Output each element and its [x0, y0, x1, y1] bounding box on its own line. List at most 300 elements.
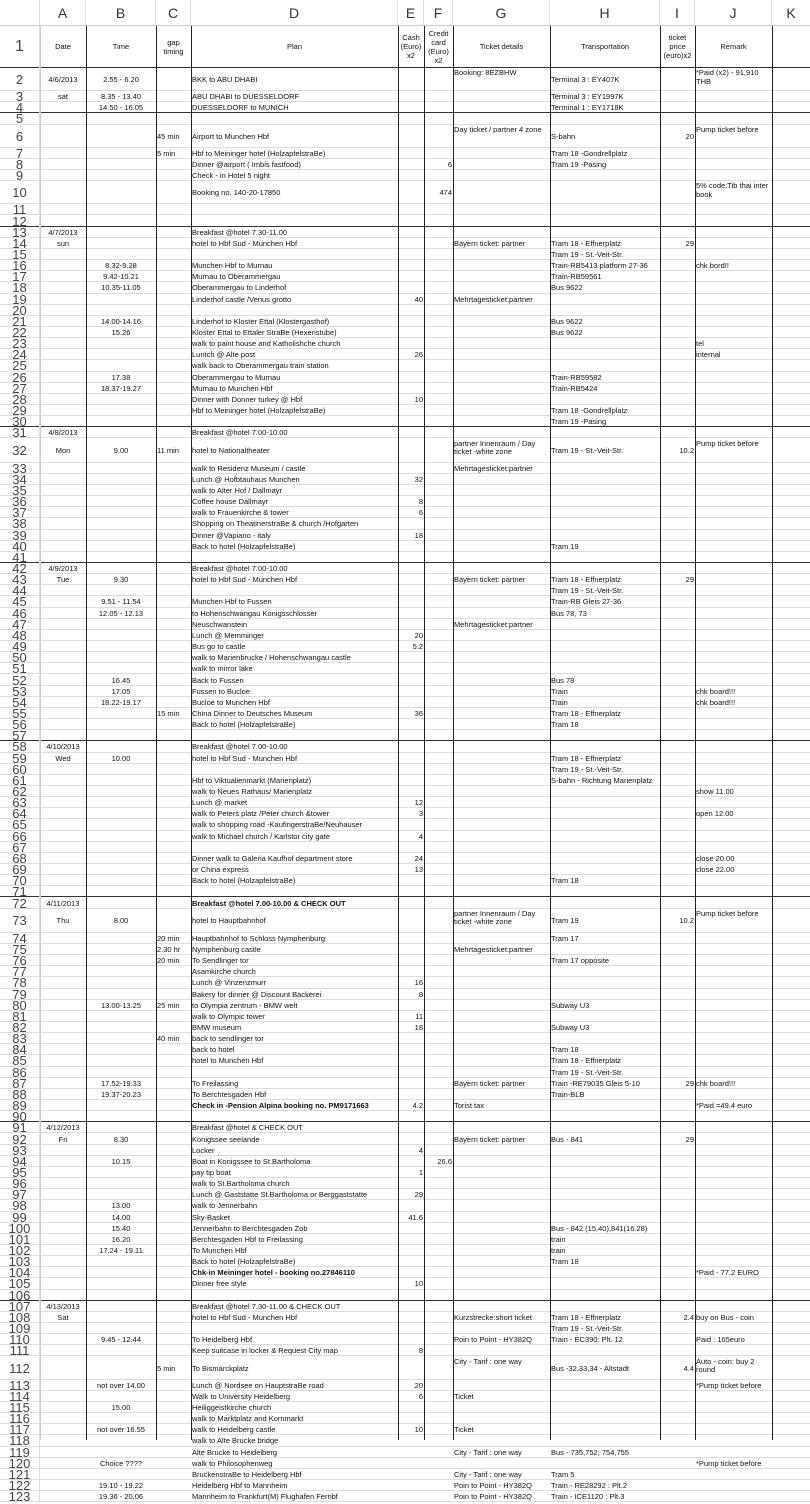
cell-e[interactable]: 32: [414, 474, 423, 484]
cell-d[interactable]: Breakfast @hotel 7.00-10.00: [192, 564, 288, 573]
cell-h[interactable]: Bus - 842 (15.40),841(16.28): [551, 1223, 648, 1233]
cell-a[interactable]: 4/6/2013: [48, 75, 78, 84]
row-number[interactable]: 85: [0, 1055, 40, 1066]
cell-j[interactable]: chk board!!!: [696, 1078, 736, 1088]
cell-d[interactable]: Neuschwanstein: [192, 619, 248, 629]
row-number[interactable]: 11: [0, 204, 40, 215]
cell-e[interactable]: 11: [415, 1011, 423, 1021]
cell-d[interactable]: Breakfast @hotel 7.00-10.00 & CHECK OUT: [192, 898, 346, 908]
cell-d[interactable]: hotel to Hbf Sud - Munchen Hbf: [192, 753, 298, 763]
row-number[interactable]: 41: [0, 552, 40, 563]
cell-d[interactable]: hotel to Nationaltheater: [192, 445, 270, 455]
cell-j[interactable]: *Paid =49.4 euro: [696, 1101, 753, 1111]
cell-d[interactable]: Hbf to Meininger hotel (HolzapfelstraBe): [192, 406, 326, 416]
cell-d[interactable]: Bus go to castle: [192, 642, 246, 652]
row-number[interactable]: 110: [0, 1334, 40, 1345]
cell-d[interactable]: Dinner free style: [192, 1279, 247, 1289]
row-number[interactable]: 79: [0, 989, 40, 1000]
cell-h[interactable]: Bus 9622: [551, 283, 583, 293]
cell-h[interactable]: Bus 78, 73: [551, 608, 587, 618]
cell-d[interactable]: walk to Marienbrucke / Hohenschwangau castle: [192, 653, 351, 663]
cell-a[interactable]: sat: [57, 92, 68, 102]
row-number[interactable]: 113: [0, 1380, 40, 1391]
cell-h[interactable]: Tram 19 - St.-Veit-Str.: [551, 249, 624, 259]
row-number[interactable]: 78: [0, 977, 40, 988]
cell-d[interactable]: Check - in Hotel 5 night: [192, 171, 270, 181]
row-number[interactable]: 64: [0, 808, 40, 819]
cell-g[interactable]: Poin to Point - HY382Q: [454, 1335, 532, 1345]
cell-d[interactable]: BMW museum: [192, 1023, 242, 1032]
cell-c[interactable]: 20 min: [157, 933, 180, 943]
row-number[interactable]: 44: [0, 585, 40, 596]
row-number[interactable]: 95: [0, 1167, 40, 1178]
cell-b[interactable]: 15.40: [111, 1223, 131, 1233]
cell-h[interactable]: S-bahn - Richtung Marienplatz: [551, 775, 653, 785]
cell-h[interactable]: Train-RB59582: [551, 372, 602, 382]
cell-e[interactable]: 41.6: [408, 1212, 423, 1222]
cell-g[interactable]: Bayern ticket: partner: [454, 1134, 526, 1144]
cell-e[interactable]: 36: [414, 708, 423, 718]
cell-d[interactable]: Back to hotel (HolzapfelstraBe): [192, 1257, 296, 1267]
header-remark[interactable]: Remark: [720, 42, 747, 51]
cell-e[interactable]: 26: [414, 350, 423, 360]
cell-j[interactable]: close 20.00: [696, 853, 735, 863]
cell-d[interactable]: Back to hotel (HolzapfelstraBe): [192, 876, 296, 886]
row-number[interactable]: 62: [0, 786, 40, 797]
row-number[interactable]: 39: [0, 530, 40, 541]
row-number[interactable]: 90: [0, 1111, 40, 1122]
cell-d[interactable]: Munchen Hbf to Murnau: [192, 261, 273, 271]
row-number[interactable]: 106: [0, 1290, 40, 1301]
cell-d[interactable]: Asamkirche church: [192, 967, 256, 977]
row-number[interactable]: 67: [0, 842, 40, 853]
cell-j[interactable]: chk board!!!: [696, 686, 736, 696]
cell-b[interactable]: 12.05 - 12.13: [98, 608, 144, 618]
cell-h[interactable]: Tram 18: [551, 876, 579, 886]
col-header-h[interactable]: H: [550, 0, 660, 26]
col-header-g[interactable]: G: [453, 0, 550, 26]
cell-d[interactable]: Lunch @ Hofbtauhaus Munchen: [192, 474, 300, 484]
cell-h[interactable]: Tram 19 - St.-Veit-Str.: [551, 764, 624, 774]
cell-d[interactable]: Coffee house Dallmayr: [192, 497, 269, 507]
cell-b[interactable]: 17.24 - 19.11: [99, 1246, 143, 1255]
row-number[interactable]: 29: [0, 405, 40, 416]
cell-b[interactable]: 16.20: [111, 1234, 131, 1244]
row-number[interactable]: 120: [0, 1458, 40, 1469]
row-number[interactable]: 61: [0, 775, 40, 786]
cell-j[interactable]: Pump ticket before: [696, 438, 759, 448]
cell-d[interactable]: To Berchtesgaden Hbf: [192, 1089, 267, 1099]
cell-g[interactable]: Day ticket / partner 4 zone: [454, 124, 542, 134]
cell-d[interactable]: walk to Marktplatz and Kornmarkt: [192, 1414, 304, 1424]
cell-a[interactable]: Sat: [57, 1312, 69, 1322]
cell-c[interactable]: 5 min: [157, 1363, 176, 1373]
col-header-j[interactable]: J: [695, 0, 772, 26]
row-number[interactable]: 38: [0, 518, 40, 529]
row-number[interactable]: 76: [0, 955, 40, 966]
cell-b[interactable]: 19.10 - 19.22: [98, 1481, 144, 1490]
cell-e[interactable]: 18: [414, 530, 423, 540]
row-number[interactable]: 9: [0, 170, 40, 181]
row-number[interactable]: 123: [0, 1491, 40, 1502]
cell-b[interactable]: 14.00-14.16: [100, 316, 142, 326]
cell-g[interactable]: City - Tarif : one way: [454, 1447, 522, 1457]
cell-d[interactable]: walk to Frauenkirche & tower: [192, 508, 289, 518]
cell-b[interactable]: 14.50 - 16.05: [98, 103, 144, 113]
cell-b[interactable]: 18.22-19.17: [100, 697, 142, 707]
cell-e[interactable]: 4: [418, 831, 423, 841]
row-number[interactable]: 100: [0, 1223, 40, 1234]
header-card[interactable]: Credit card (Euro) x2: [428, 28, 449, 65]
cell-h[interactable]: Train - RE28292 : Plt.2: [551, 1481, 628, 1490]
cell-c[interactable]: 2.30 hr: [157, 944, 181, 954]
cell-d[interactable]: walk to Peters platz /Peter church &tower: [192, 809, 330, 819]
cell-h[interactable]: Train-BLB: [551, 1089, 585, 1099]
row-number[interactable]: 57: [0, 730, 40, 741]
cell-d[interactable]: Breakfast @hotel 7.30-11.00: [192, 227, 288, 237]
cell-b[interactable]: 9.51 - 11.54: [101, 597, 141, 607]
cell-g[interactable]: partner Innenraum / Day ticket -white zone: [454, 908, 536, 927]
cell-d[interactable]: Hauptbahnhof to Schloss Nymphenburg: [192, 933, 326, 943]
cell-d[interactable]: walk to St.Bartholoma church: [192, 1179, 290, 1189]
header-cash[interactable]: Cash (Euro) x2: [400, 33, 422, 60]
header-ticket[interactable]: Ticket details: [479, 42, 524, 51]
cell-j[interactable]: Pump ticket before: [696, 908, 759, 918]
col-header-d[interactable]: D: [191, 0, 398, 26]
cell-h[interactable]: Tram 18: [551, 1045, 579, 1055]
cell-h[interactable]: Train -RE79035 Gleis 5-10: [551, 1078, 640, 1088]
cell-c[interactable]: 40 min: [157, 1034, 180, 1044]
cell-j[interactable]: *Paid (x2) - 91,910 THB: [696, 68, 759, 86]
cell-d[interactable]: Back to Fussen: [192, 675, 244, 685]
cell-a[interactable]: Tue: [56, 575, 70, 585]
cell-g[interactable]: Ticket: [454, 1391, 474, 1401]
row-number[interactable]: 66: [0, 831, 40, 842]
cell-a[interactable]: 4/13/2013: [46, 1301, 80, 1311]
row-number[interactable]: 27: [0, 383, 40, 394]
cell-j[interactable]: tel: [696, 339, 704, 349]
cell-g[interactable]: Torist tax: [454, 1101, 485, 1111]
cell-d[interactable]: walk to Jennerbahn: [192, 1201, 258, 1211]
cell-h[interactable]: Tram 18 - Effnerplatz: [551, 1312, 622, 1322]
cell-d[interactable]: Oberammergau to Murnau: [192, 372, 281, 382]
row-number[interactable]: 58: [0, 741, 40, 752]
row-number[interactable]: 116: [0, 1413, 40, 1424]
row-number[interactable]: 83: [0, 1033, 40, 1044]
row-number[interactable]: 47: [0, 619, 40, 630]
row-number[interactable]: 49: [0, 641, 40, 652]
cell-e[interactable]: 4: [418, 1145, 423, 1155]
cell-d[interactable]: back to sendlinger tor: [192, 1034, 264, 1044]
cell-e[interactable]: 20: [414, 630, 423, 640]
cell-e[interactable]: 24: [414, 853, 423, 863]
row-number[interactable]: 70: [0, 875, 40, 886]
row-number[interactable]: 50: [0, 652, 40, 663]
row-number[interactable]: 114: [0, 1391, 40, 1402]
cell-h[interactable]: Train: [551, 697, 568, 707]
cell-e[interactable]: 20: [414, 1380, 423, 1390]
cell-c[interactable]: 15 min: [157, 708, 180, 718]
row-number[interactable]: 51: [0, 663, 40, 674]
cell-h[interactable]: Train: [551, 686, 568, 696]
cell-d[interactable]: to Olympia zentrum - BMW welt: [192, 1000, 298, 1010]
cell-d[interactable]: Luntch @ Alte post: [192, 350, 256, 360]
cell-d[interactable]: Lunch @ Gaststatte St.Bartholoma or Berggaststatte: [192, 1190, 368, 1200]
cell-f[interactable]: 474: [439, 188, 452, 198]
row-number[interactable]: 25: [0, 360, 40, 371]
row-number[interactable]: 30: [0, 416, 40, 427]
cell-i[interactable]: 29: [685, 238, 694, 248]
cell-h[interactable]: Bus - 735,752, 754,755: [551, 1447, 629, 1457]
cell-a[interactable]: sun: [56, 238, 70, 248]
cell-i[interactable]: 10.2: [679, 445, 694, 455]
cell-d[interactable]: Shopping on TheatinerstraBe & church /Hofgarten: [192, 519, 359, 529]
cell-d[interactable]: to Hohenschwangau Konigsschlosser: [192, 608, 318, 618]
cell-d[interactable]: walk to Heidelberg castle: [192, 1425, 276, 1435]
row-number[interactable]: 86: [0, 1067, 40, 1078]
row-number[interactable]: 37: [0, 507, 40, 518]
cell-h[interactable]: Tram 19 - St.-Veit-Str.: [551, 1324, 624, 1334]
row-number[interactable]: 55: [0, 708, 40, 719]
cell-j[interactable]: 5% code:Tib thai inter book: [696, 181, 769, 199]
row-number[interactable]: 1: [0, 26, 40, 68]
cell-h[interactable]: Tram 18 - Effnerplatz: [551, 1056, 622, 1066]
cell-d[interactable]: Back to hotel (HolzapfelstraBe): [192, 541, 296, 551]
cell-a[interactable]: Thu: [56, 915, 70, 925]
cell-i[interactable]: 29: [685, 575, 694, 585]
cell-h[interactable]: Bus 9622: [551, 328, 583, 337]
cell-e[interactable]: 18: [414, 1023, 423, 1032]
cell-d[interactable]: hotel to Munchen Hbf: [192, 1056, 264, 1066]
cell-d[interactable]: Booking no. 140-20-17850: [192, 188, 281, 198]
cell-i[interactable]: 20: [685, 131, 694, 141]
cell-b[interactable]: 19.37-20.23: [100, 1089, 142, 1099]
cell-a[interactable]: 4/10/2013: [46, 742, 80, 752]
cell-j[interactable]: *Paid - 77.2 EURO: [696, 1268, 759, 1278]
cell-d[interactable]: To Freilassing: [192, 1078, 239, 1088]
row-number[interactable]: 24: [0, 349, 40, 360]
cell-j[interactable]: show 11.00: [696, 787, 734, 796]
row-number[interactable]: 103: [0, 1256, 40, 1267]
row-number[interactable]: 21: [0, 316, 40, 327]
row-number[interactable]: 74: [0, 933, 40, 944]
row-number[interactable]: 102: [0, 1245, 40, 1256]
row-number[interactable]: 15: [0, 249, 40, 260]
row-number[interactable]: 65: [0, 819, 40, 830]
cell-a[interactable]: 4/8/2013: [48, 428, 78, 438]
cell-b[interactable]: not over 16.55: [97, 1425, 145, 1435]
cell-d[interactable]: walk to Residenz Museum / castle: [192, 463, 306, 473]
cell-h[interactable]: Bus - 841: [551, 1134, 584, 1144]
row-number[interactable]: 118: [0, 1435, 40, 1446]
cell-d[interactable]: To Sendlinger tor: [192, 956, 249, 966]
cell-d[interactable]: Breakfast @hotel 7.30-11.00 & CHECK OUT: [192, 1301, 341, 1311]
cell-g[interactable]: Kurzstrecke:short ticket: [454, 1312, 532, 1322]
cell-e[interactable]: 8: [418, 497, 423, 507]
col-header-b[interactable]: B: [86, 0, 156, 26]
cell-j[interactable]: close 22.00: [696, 865, 735, 875]
row-number[interactable]: 94: [0, 1156, 40, 1167]
cell-h[interactable]: Tram 18 -Gondrellplatz: [551, 148, 628, 158]
cell-d[interactable]: Linderhof to Kloster Ettal (Klostergasthof): [192, 316, 330, 326]
cell-b[interactable]: 9.45 - 12.44: [100, 1335, 142, 1345]
cell-h[interactable]: Bus -32,33,34 - Altstadt: [551, 1363, 629, 1373]
cell-e[interactable]: 16: [414, 978, 423, 988]
cell-b[interactable]: 10.00: [111, 753, 131, 763]
cell-b[interactable]: 2.55 - 6.20: [103, 75, 139, 84]
cell-d[interactable]: BKK to ABU DHABI: [192, 75, 258, 84]
header-transport[interactable]: Transportation: [580, 42, 630, 51]
cell-h[interactable]: Tram 19: [551, 915, 579, 925]
select-all-corner[interactable]: [0, 0, 40, 26]
cell-g[interactable]: Mehrtagesticket:partner: [454, 944, 533, 954]
cell-b[interactable]: 14.00: [111, 1212, 131, 1222]
row-number[interactable]: 73: [0, 909, 40, 933]
row-number[interactable]: 101: [0, 1234, 40, 1245]
col-header-i[interactable]: I: [660, 0, 695, 26]
cell-b[interactable]: 8.35 - 13.40: [100, 92, 142, 102]
cell-d[interactable]: Dinner @airport ( Imbis fastfood): [192, 159, 301, 169]
row-number[interactable]: 82: [0, 1022, 40, 1033]
cell-g[interactable]: Bayern ticket: partner: [454, 575, 526, 585]
cell-d[interactable]: To Heidelberg Hbf: [192, 1335, 253, 1345]
row-number[interactable]: 18: [0, 282, 40, 293]
cell-b[interactable]: not over 14.00: [97, 1380, 145, 1390]
row-number[interactable]: 5: [0, 113, 40, 124]
cell-b[interactable]: 10.35-11.05: [101, 283, 141, 293]
cell-a[interactable]: 4/12/2013: [46, 1123, 80, 1133]
cell-b[interactable]: 17.52-19.33: [100, 1078, 142, 1088]
row-number[interactable]: 109: [0, 1323, 40, 1334]
cell-b[interactable]: 13.00-13.25: [100, 1000, 142, 1010]
cell-b[interactable]: 9.42-10.21: [103, 272, 139, 282]
header-plan[interactable]: Plan: [286, 42, 302, 51]
cell-j[interactable]: Pump ticket before: [696, 124, 759, 134]
cell-h[interactable]: Tram 18: [551, 720, 579, 730]
cell-g[interactable]: Poin to Point - HY382Q: [454, 1492, 532, 1502]
cell-d[interactable]: Jennerbahn to Berchtesgaden Zob: [192, 1223, 308, 1233]
cell-d[interactable]: Berchtesgaden Hbf to Freilassing: [192, 1234, 303, 1244]
row-number[interactable]: 111: [0, 1345, 40, 1356]
cell-d[interactable]: Airport to Munchen Hbf: [192, 131, 270, 141]
row-number[interactable]: 22: [0, 327, 40, 338]
cell-d[interactable]: Lunch @ Nordsee on HauptstraBe road: [192, 1380, 324, 1390]
cell-e[interactable]: 4.2: [412, 1101, 423, 1111]
cell-b[interactable]: 17.38: [111, 372, 131, 382]
cell-e[interactable]: 13: [414, 865, 423, 875]
row-number[interactable]: 32: [0, 439, 40, 463]
cell-h[interactable]: Train-RB5413 platform 27-36: [551, 261, 648, 271]
cell-d[interactable]: Hbf to Viktualienmarkt (Marienplatz): [192, 775, 312, 785]
cell-g[interactable]: Mehrtagesticket:partner: [454, 619, 533, 629]
cell-h[interactable]: Tram 18 - Effnerplatz: [551, 708, 622, 718]
cell-d[interactable]: Lunch @ market: [192, 798, 248, 808]
cell-h[interactable]: Tram 5: [551, 1469, 575, 1479]
cell-h[interactable]: Train - EC390: Plt. 12: [551, 1335, 623, 1345]
row-number[interactable]: 13: [0, 227, 40, 238]
cell-g[interactable]: Bayern ticket: partner: [454, 238, 526, 248]
cell-g[interactable]: City - Tarif : one way: [454, 1469, 522, 1479]
cell-d[interactable]: Dinner with Donner turkey @ Hbf: [192, 394, 303, 404]
cell-d[interactable]: hotel to Hbf Sud - Munchen Hbf: [192, 575, 298, 585]
cell-h[interactable]: Tram 18 - Effnerplatz: [551, 238, 622, 248]
cell-c[interactable]: 25 min: [157, 1000, 180, 1010]
cell-a[interactable]: Mon: [55, 445, 71, 455]
row-number[interactable]: 97: [0, 1189, 40, 1200]
row-number[interactable]: 75: [0, 944, 40, 955]
cell-h[interactable]: Tram 18 - Effnerplatz: [551, 753, 622, 763]
cell-g[interactable]: Poin to Point - HY382Q: [454, 1481, 532, 1490]
cell-e[interactable]: 10: [414, 394, 423, 404]
cell-j[interactable]: internal: [696, 350, 721, 360]
cell-c[interactable]: 45 min: [157, 131, 180, 141]
cell-b[interactable]: 19.36 - 20.06: [98, 1492, 144, 1502]
cell-d[interactable]: walk to mirror lake: [192, 664, 253, 674]
cell-d[interactable]: or China express: [192, 865, 249, 875]
cell-j[interactable]: *Pump ticket before: [696, 1458, 762, 1468]
cell-h[interactable]: Tram 19 -Pasing: [551, 417, 607, 427]
cell-d[interactable]: walk to Alte Brucke bridge: [192, 1436, 279, 1446]
row-number[interactable]: 54: [0, 697, 40, 708]
cell-d[interactable]: Boat in Konigssee to St.Bartholoma: [192, 1156, 311, 1166]
col-header-f[interactable]: F: [424, 0, 453, 26]
row-number[interactable]: 23: [0, 338, 40, 349]
cell-g[interactable]: partner Innenraum / Day ticket -white zone: [454, 438, 536, 456]
row-number[interactable]: 34: [0, 474, 40, 485]
cell-h[interactable]: Bus 9622: [551, 316, 583, 326]
cell-d[interactable]: pay tip boat: [192, 1167, 231, 1177]
cell-d[interactable]: Linderhof castle /Venus grotto: [192, 294, 292, 304]
cell-e[interactable]: 40: [414, 294, 423, 304]
row-number[interactable]: 19: [0, 294, 40, 305]
cell-d[interactable]: Fussen to Bucloe: [192, 686, 250, 696]
cell-j[interactable]: Auto - coin: buy 2 round: [696, 1356, 755, 1374]
cell-d[interactable]: walk to paint house and Katholishche church: [192, 339, 341, 349]
row-number[interactable]: 71: [0, 886, 40, 897]
cell-h[interactable]: Bus 78: [551, 675, 575, 685]
cell-b[interactable]: 8.30: [113, 1134, 129, 1144]
row-number[interactable]: 56: [0, 719, 40, 730]
cell-j[interactable]: chk bord!!: [696, 261, 729, 271]
cell-d[interactable]: walk to Alter Hof / Dallmayr: [192, 485, 283, 495]
cell-e[interactable]: 6: [418, 1391, 423, 1401]
cell-h[interactable]: Tram 19 - St.-Veit-Str.: [551, 445, 624, 455]
cell-b[interactable]: 10.15: [111, 1156, 131, 1166]
cell-g[interactable]: Mehrtagesticket:partner: [454, 294, 533, 304]
cell-b[interactable]: 17.05: [111, 686, 131, 696]
cell-h[interactable]: train: [551, 1246, 566, 1255]
row-number[interactable]: 52: [0, 675, 40, 686]
header-date[interactable]: Date: [55, 42, 71, 51]
cell-d[interactable]: walk to Neues Rathaus/ Marienplatz: [192, 787, 313, 796]
row-number[interactable]: 17: [0, 271, 40, 282]
row-number[interactable]: 4: [0, 102, 40, 113]
cell-d[interactable]: Nymphenburg castle: [192, 944, 261, 954]
row-number[interactable]: 91: [0, 1122, 40, 1133]
cell-b[interactable]: 16.45: [111, 675, 131, 685]
cell-e[interactable]: 29: [414, 1190, 423, 1200]
cell-c[interactable]: 5 min: [157, 148, 176, 158]
cell-d[interactable]: walk to shopping road -KaufingerstraBe/Neuhauser: [192, 820, 363, 830]
row-number[interactable]: 10: [0, 181, 40, 204]
cell-b[interactable]: 18.37-19.27: [100, 383, 142, 393]
row-number[interactable]: 6: [0, 125, 40, 148]
row-number[interactable]: 72: [0, 898, 40, 909]
cell-e[interactable]: 6: [418, 508, 423, 518]
cell-d[interactable]: To Munchen Hbf: [192, 1246, 247, 1255]
cell-b[interactable]: 8.32-9.28: [105, 261, 137, 271]
col-header-c[interactable]: C: [156, 0, 191, 26]
